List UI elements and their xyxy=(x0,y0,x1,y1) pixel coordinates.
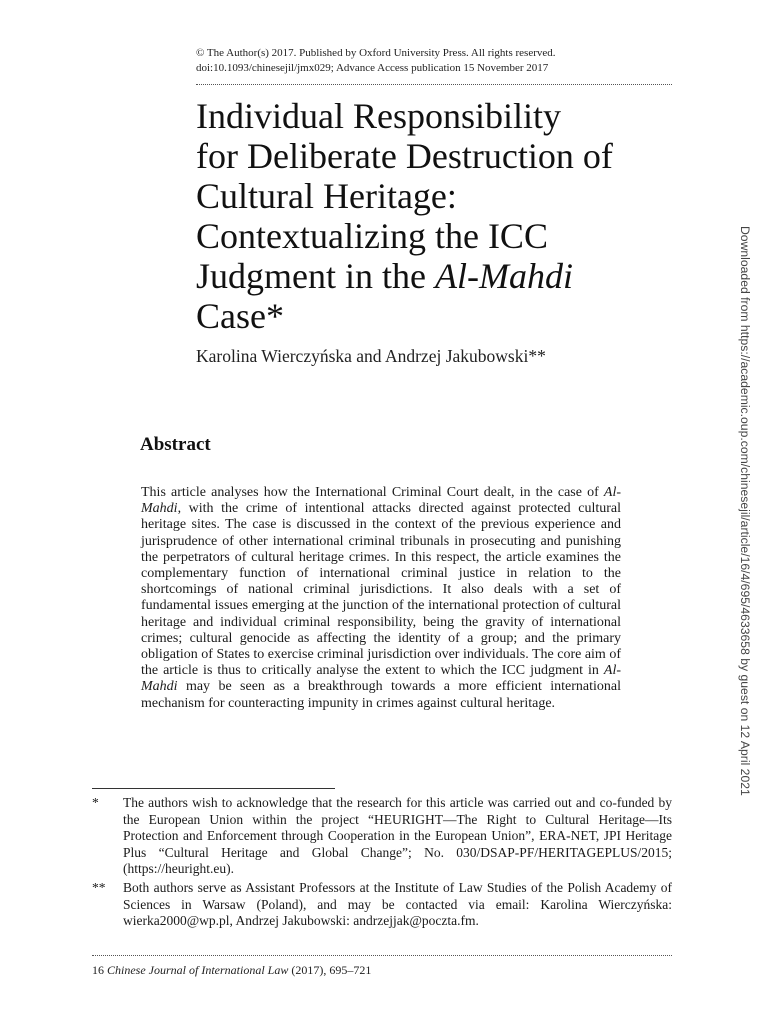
footnote-acknowledgement xyxy=(92,795,672,878)
journal-footer xyxy=(92,963,672,978)
abstract-part-1: This article analyses how the International Criminal Court dealt, in the case of xyxy=(141,485,604,500)
title-line-5: Judgment in the xyxy=(196,256,435,296)
abstract-part-2: , with the crime of intentional attacks directed against protected cultural heritage sites. The case is discussed in the context of the previous experience and jurisprudence of other international criminal tribunals in prosecuting and punishing the perpetrators of cultural heritage crimes. In this respect, the article examines the complementary function of international criminal justice in relation to the shortcomings of national criminal jurisdictions. It also deals with a set of fundamental issues emerging at the junction of the international protection of cultural heritage and individual criminal responsibility, being the gravity of international crimes; cultural genocide as affecting the identity of a group; and the primary obligation of States to exercise criminal jurisdiction over individuals. The core aim of the article is thus to critically analyse the extent to which the ICC judgment in xyxy=(141,501,621,679)
footnote-author-affiliation xyxy=(92,880,672,930)
journal-citation: (2017), 695–721 xyxy=(291,963,372,977)
article-title xyxy=(196,96,666,336)
footnote-text: The authors wish to acknowledge that the research for this article was carried out and co-funded by the European Union within the project “HEURIGHT—The Right to Cultural Heritage—Its Protection and Enforcement through Cooperation in the European Union”, ERA-NET, JPI Heritage Plus “Cultural Heritage and Global Change”; No. 030/DSAP-PF/HERITAGEPLUS/2015; (https://heuright.eu). xyxy=(123,795,672,876)
title-line-1: Individual Responsibility xyxy=(196,96,561,136)
title-line-4: Contextualizing the ICC xyxy=(196,216,548,256)
abstract-case-name-2: Al-Mahdi xyxy=(141,663,621,695)
header-divider xyxy=(196,84,672,85)
footnote-marker: * xyxy=(92,795,99,810)
abstract-text xyxy=(141,485,621,712)
title-line-2: for Deliberate Destruction of xyxy=(196,136,613,176)
footnote-text: Both authors serve as Assistant Professors at the Institute of Law Studies of the Polish Academy of Sciences in Warsaw (Poland), and may be contacted via email: Karolina Wierczyńska: wierka2000@wp.pl, Andrzej Jakubowski: andrzejjak@poczta.fm. xyxy=(123,880,672,928)
footer-divider xyxy=(92,955,672,956)
download-watermark-text: Downloaded from https://academic.oup.com/chinesejil/article/16/4/695/4633658 by guest on 12 April 2021 xyxy=(738,226,752,796)
doi-line: doi:10.1093/chinesejil/jmx029; Advance Access publication 15 November 2017 xyxy=(196,62,549,74)
copyright-line: © The Author(s) 2017. Published by Oxford University Press. All rights reserved. xyxy=(196,47,556,59)
footnote-marker: ** xyxy=(92,880,106,895)
abstract-part-3: may be seen as a breakthrough towards a more efficient international mechanism for counteracting impunity in crimes against cultural heritage. xyxy=(141,679,621,711)
footnote-separator xyxy=(92,788,335,789)
title-line-3: Cultural Heritage: xyxy=(196,176,457,216)
title-case-name: Al-Mahdi xyxy=(434,256,573,296)
abstract-heading: Abstract xyxy=(140,434,211,455)
author-line: Karolina Wierczyńska and Andrzej Jakubowski** xyxy=(196,346,546,366)
abstract-case-name-1: Al-Mahdi xyxy=(141,485,621,517)
publication-metadata xyxy=(196,46,676,76)
title-line-6: Case* xyxy=(196,296,284,336)
page-number: 16 xyxy=(92,963,104,977)
journal-name: Chinese Journal of International Law xyxy=(107,963,289,977)
download-watermark xyxy=(736,226,756,802)
